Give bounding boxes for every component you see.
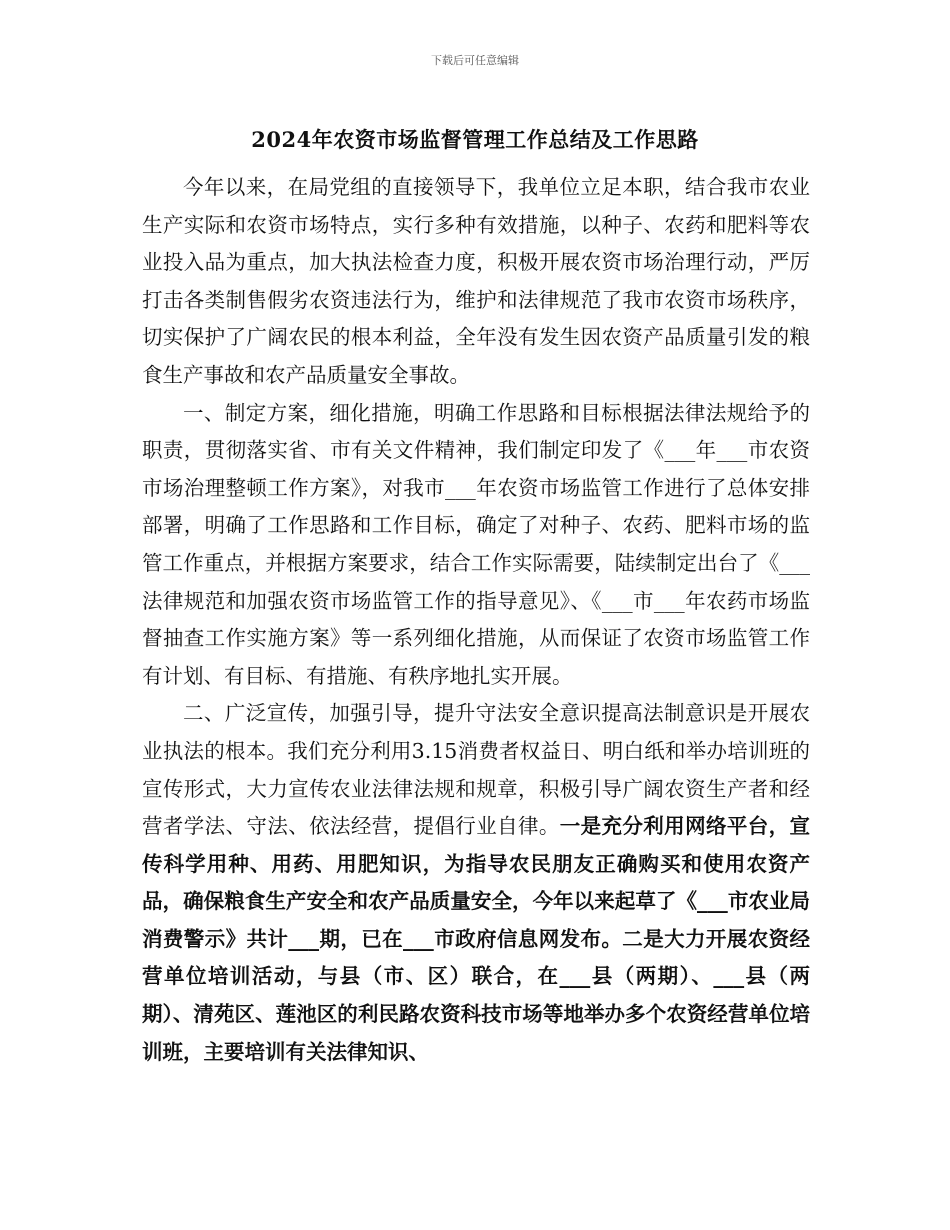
paragraph-intro: 今年以来，在局党组的直接领导下，我单位立足本职，结合我市农业生产实际和农资市场特点，实行多种有效措施，以种子、农药和肥料等农业投入品为重点，加大执法检查力度，积极开展农资市场治理行动，严厉打击各类制售假劣农资违法行为，维护和法律规范了我市农资市场秩序，切实保护了广阔农民的根本利益，全年没有发生因农资产品质量引发的粮食生产事故和农产品质量安全事故。 — [142, 175, 810, 387]
paragraph-section-2-text: 二、广泛宣传，加强引导，提升守法安全意识提高法制意识是开展农业执法的根本。我们充分利用3.15消费者权益日、明白纸和举办培训班的宣传形式，大力宣传农业法律法规和规章，积极引导广阔农资生产者和经营者学法、守法、依法经营，提倡行业自律。 — [142, 701, 810, 839]
header-note: 下载后可任意编辑 — [431, 54, 519, 67]
paragraph-section-1: 一、制定方案，细化措施，明确工作思路和目标根据法律法规给予的职责，贯彻落实省、市有关文件精神，我们制定印发了《___年___市农资市场治理整顿工作方案》，对我市___年农资市场监管工作进行了总体安排部署，明确了工作思路和工作目标，确定了对种子、农药、肥料市场的监管工作重点，并根据方案要求，结合工作实际需要，陆续制定出台了《___法律规范和加强农资市场监管工作的指导意见》、《___市___年农药市场监督抽查工作实施方案》等一系列细化措施，从而保证了农资市场监管工作有计划、有目标、有措施、有秩序地扎实开展。 — [142, 400, 810, 688]
document-title: 2024年农资市场监督管理工作总结及工作思路 — [251, 127, 699, 152]
document-body — [142, 169, 810, 1071]
paragraph-section-2 — [142, 695, 810, 1071]
paragraph-section-2-bold-text: 一是充分利用网络平台，宣传科学用种、用药、用肥知识，为指导农民朋友正确购买和使用农资产品，确保粮食生产安全和农产品质量安全，今年以来起草了《___市农业局消费警示》共计___期，已在___市政府信息网发布。二是大力开展农资经营单位培训活动，与县（市、区）联合，在___县（两期）、___县（两期）、清苑区、莲池区的利民路农资科技市场等地举办多个农资经营单位培训班，主要培训有关法律知识、 — [142, 814, 811, 1064]
